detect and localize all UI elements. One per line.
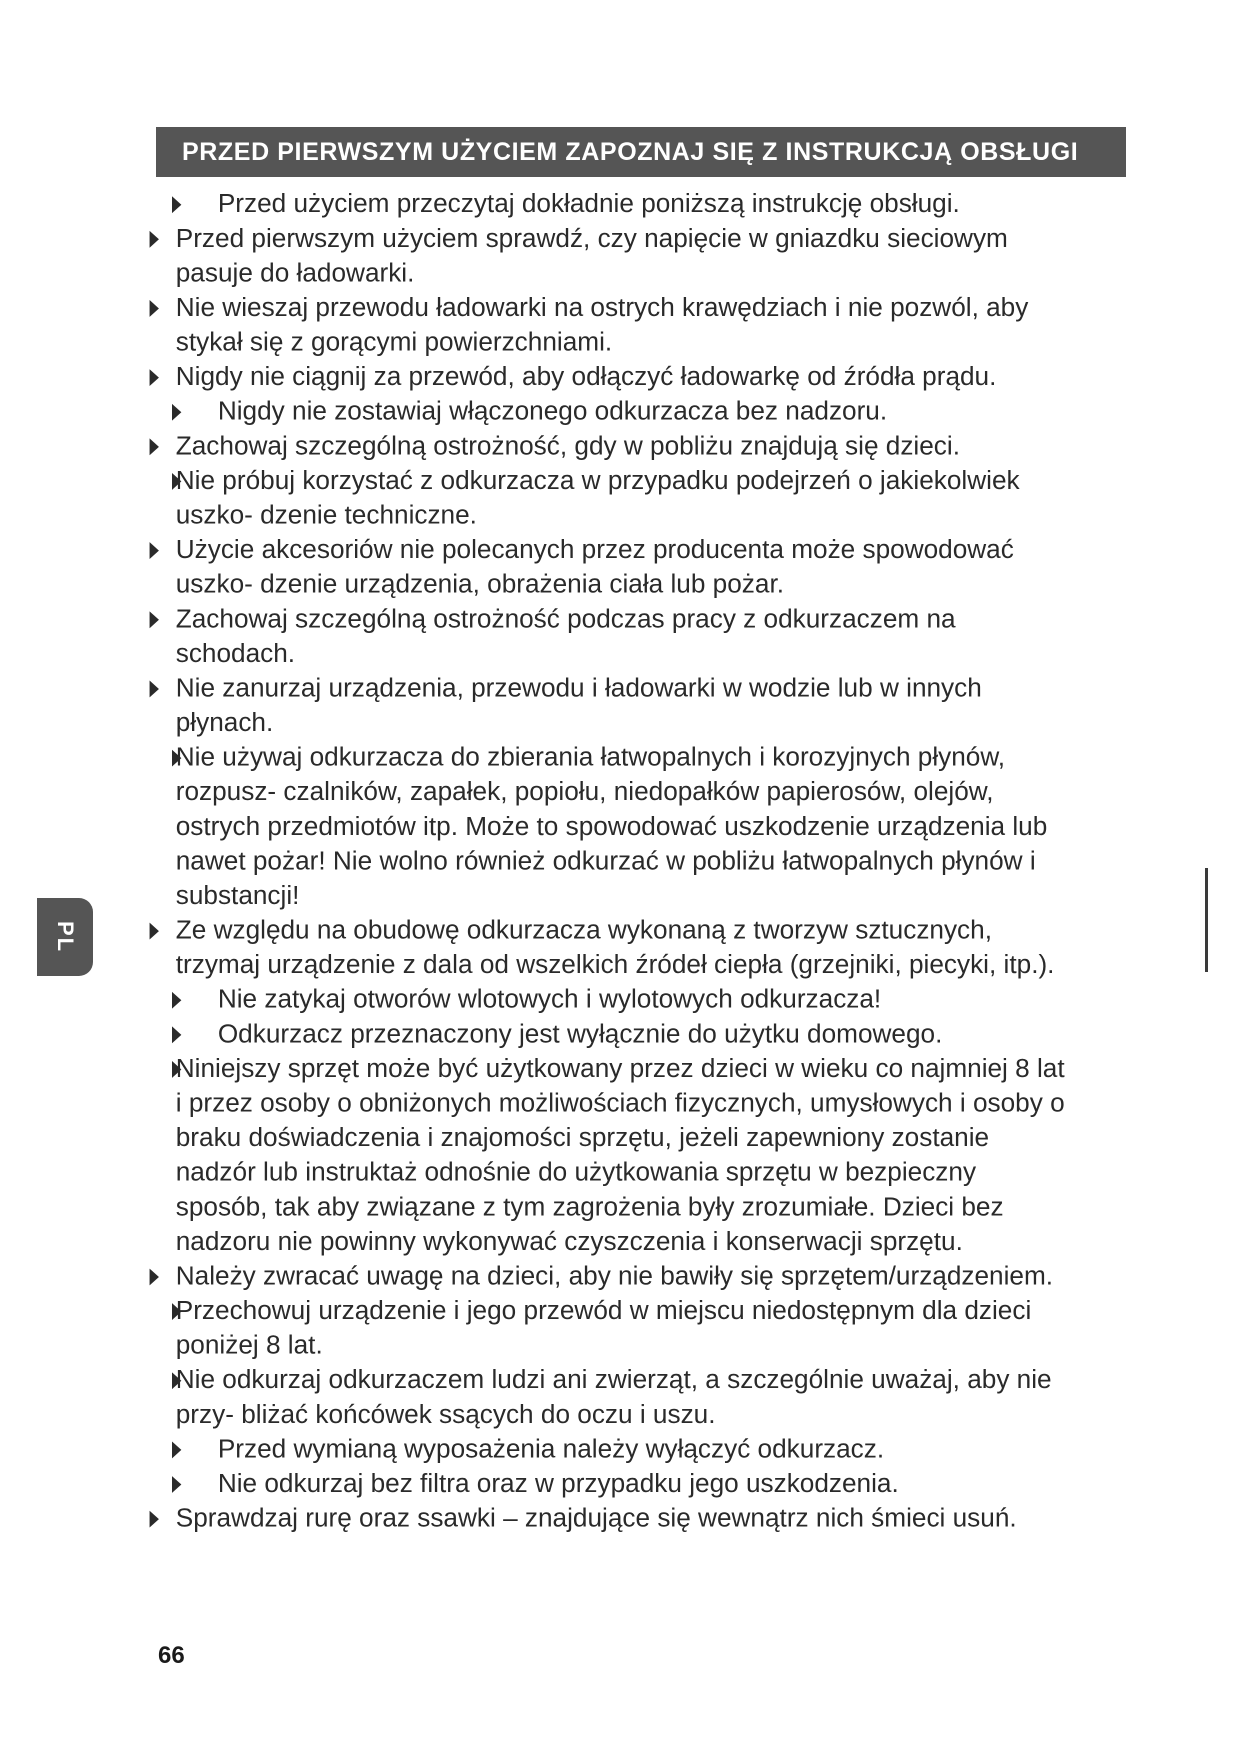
section-title: PRZED PIERWSZYM UŻYCIEM ZAPOZNAJ SIĘ Z INSTRUKCJĄ OBSŁUGI	[182, 137, 1079, 166]
bullet-icon	[150, 611, 159, 628]
bullet-icon	[150, 1269, 159, 1286]
list-item: Przed użyciem przeczytaj dokładnie poniższą instrukcję obsługi.	[0, 186, 1160, 221]
bullet-icon	[172, 1442, 181, 1459]
list-item: Nie wieszaj przewodu ładowarki na ostrych krawędziach i nie pozwól, aby stykał się z gorącymi powierzchniami.	[0, 290, 1160, 359]
list-item: Nie próbuj korzystać z odkurzacza w przypadku podejrzeń o jakiekolwiek uszko- dzenie techniczne.	[0, 463, 1160, 532]
list-item: Nigdy nie ciągnij za przewód, aby odłączyć ładowarkę od źródła prądu.	[0, 359, 1160, 394]
page-edge-marker	[1205, 868, 1208, 972]
bullet-icon	[172, 1476, 181, 1493]
list-item: Nie odkurzaj bez filtra oraz w przypadku jego uszkodzenia.	[0, 1466, 1160, 1501]
bullet-icon	[172, 992, 181, 1009]
bullet-icon	[150, 923, 159, 940]
bullet-icon	[172, 196, 181, 213]
list-item: Przed wymianą wyposażenia należy wyłączyć odkurzacz.	[0, 1431, 1160, 1466]
list-item: Sprawdzaj rurę oraz ssawki – znajdujące się wewnątrz nich śmieci usuń.	[0, 1500, 1160, 1535]
bullet-icon	[150, 300, 159, 317]
bullet-icon	[172, 750, 181, 767]
language-tab-label: PL	[53, 920, 78, 954]
list-item: Nie zatykaj otworów wlotowych i wylotowych odkurzacza!	[0, 982, 1160, 1017]
bullet-icon	[150, 438, 159, 455]
bullet-icon	[172, 1061, 181, 1078]
bullet-icon	[150, 1511, 159, 1528]
bullet-icon	[172, 1303, 181, 1320]
list-item: Zachowaj szczególną ostrożność podczas pracy z odkurzaczem na schodach.	[0, 601, 1160, 670]
bullet-icon	[172, 473, 181, 490]
list-item: Nie używaj odkurzacza do zbierania łatwopalnych i korozyjnych płynów, rozpusz- czalników, zapałek, popiołu, niedopałków papierosów, olejów, ostrych przedmiotów itp. Może to spowodować uszkodzenie urządzenia lub nawet pożar! Nie wolno również odkurzać w pobliżu łatwopalnych płynów i substancji!	[0, 739, 1160, 912]
list-item: Przed pierwszym użyciem sprawdź, czy napięcie w gniazdku sieciowym pasuje do ładowarki.	[0, 221, 1160, 290]
language-tab	[37, 898, 93, 976]
bullet-icon	[150, 681, 159, 698]
list-item: Zachowaj szczególną ostrożność, gdy w pobliżu znajdują się dzieci.	[0, 428, 1160, 463]
list-item: Odkurzacz przeznaczony jest wyłącznie do użytku domowego.	[0, 1016, 1160, 1051]
bullet-icon	[172, 1026, 181, 1043]
safety-instructions-list	[0, 186, 1160, 1535]
bullet-icon	[150, 369, 159, 386]
bullet-icon	[150, 542, 159, 559]
list-item: Użycie akcesoriów nie polecanych przez producenta może spowodować uszko- dzenie urządzenia, obrażenia ciała lub pożar.	[0, 532, 1160, 601]
bullet-icon	[172, 1372, 181, 1389]
list-item: Nigdy nie zostawiaj włączonego odkurzacza bez nadzoru.	[0, 394, 1160, 429]
page-number: 66	[158, 1642, 185, 1669]
section-header	[156, 127, 1126, 177]
list-item: Przechowuj urządzenie i jego przewód w miejscu niedostępnym dla dzieci poniżej 8 lat.	[0, 1293, 1160, 1362]
bullet-icon	[150, 231, 159, 248]
list-item: Ze względu na obudowę odkurzacza wykonaną z tworzyw sztucznych, trzymaj urządzenie z dala od wszelkich źródeł ciepła (grzejniki, piecyki, itp.).	[0, 912, 1160, 981]
list-item: Należy zwracać uwagę na dzieci, aby nie bawiły się sprzętem/urządzeniem.	[0, 1258, 1160, 1293]
list-item: Niniejszy sprzęt może być użytkowany przez dzieci w wieku co najmniej 8 lat i przez osoby o obniżonych możliwościach fizycznych, umysłowych i osoby o braku doświadczenia i znajomości sprzętu, jeżeli zapewniony zostanie nadzór lub instruktaż odnośnie do użytkowania sprzętu w bezpieczny sposób, tak aby związane z tym zagrożenia były zrozumiałe. Dzieci bez nadzoru nie powinny wykonywać czyszczenia i konserwacji sprzętu.	[0, 1051, 1160, 1259]
list-item: Nie zanurzaj urządzenia, przewodu i ładowarki w wodzie lub w innych płynach.	[0, 670, 1160, 739]
list-item: Nie odkurzaj odkurzaczem ludzi ani zwierząt, a szczególnie uważaj, aby nie przy- bliżać końcówek ssących do oczu i uszu.	[0, 1362, 1160, 1431]
bullet-icon	[172, 404, 181, 421]
